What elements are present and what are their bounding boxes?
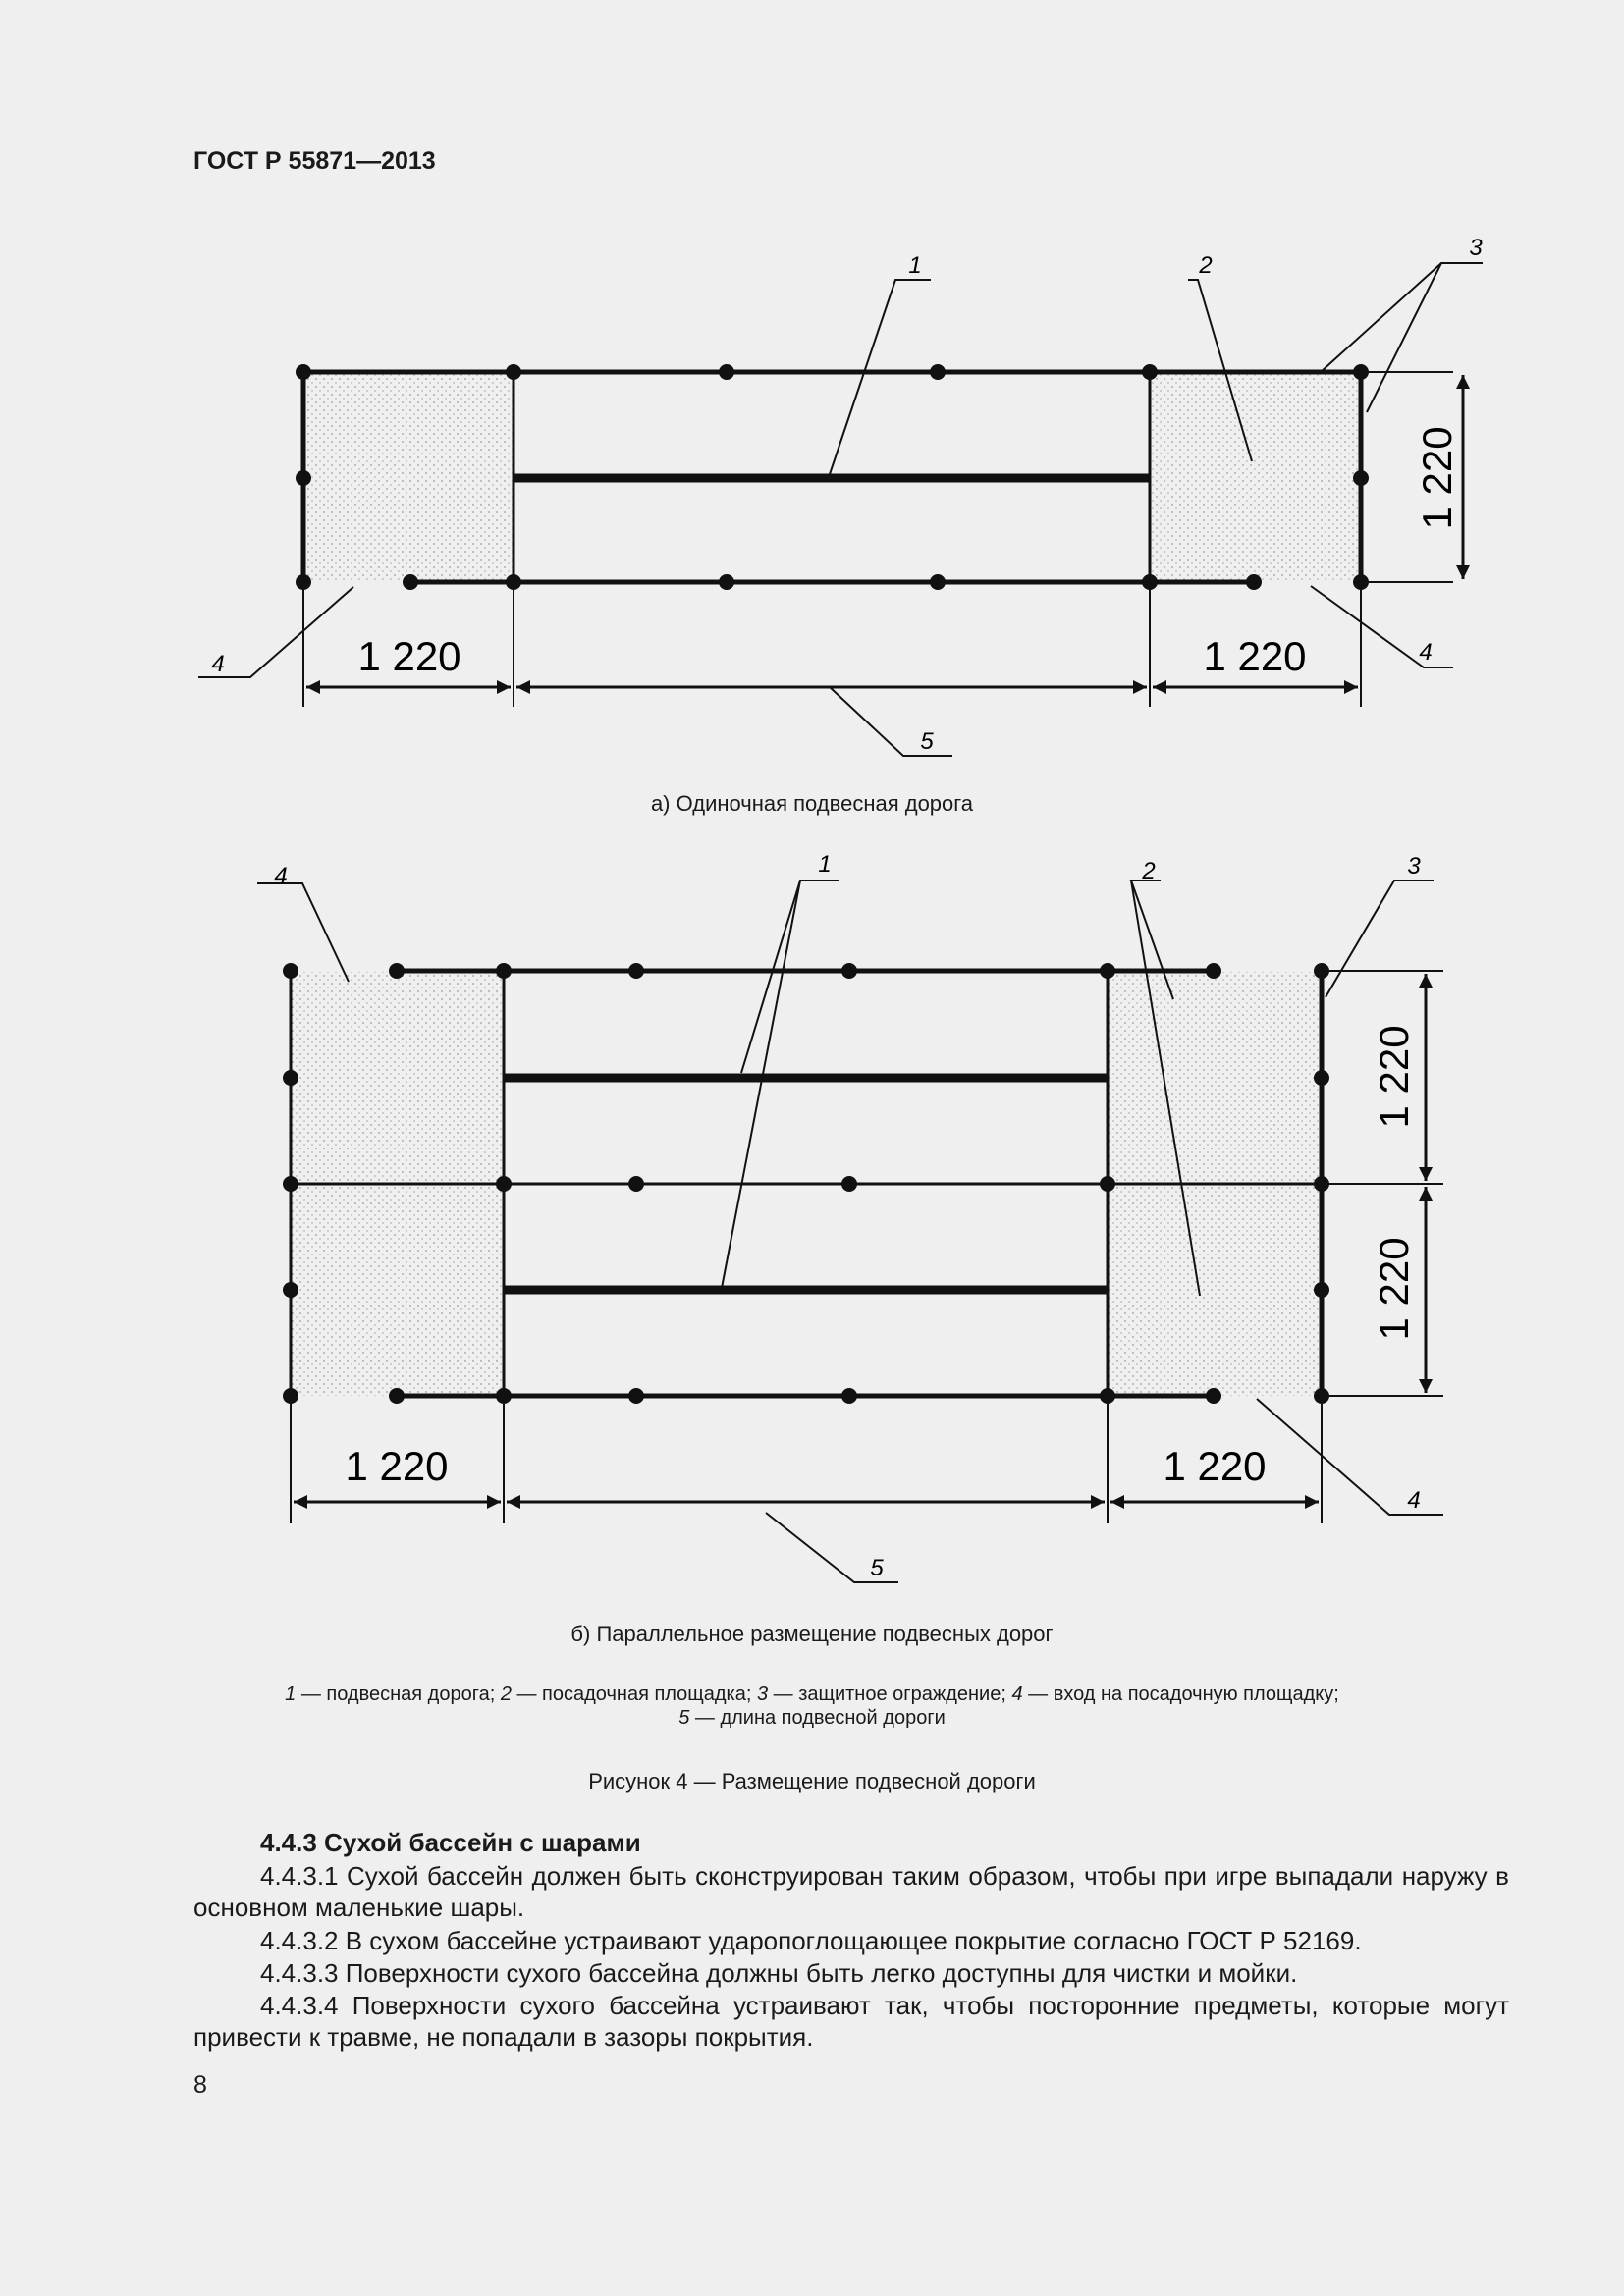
callout-5: 5 bbox=[920, 728, 934, 755]
paragraph-4-4-3-3: 4.4.3.3 Поверхности сухого бассейна должны быть легко доступны для чистки и мойки. bbox=[260, 1958, 1298, 1988]
figure-a-diagram bbox=[0, 226, 1624, 775]
section-heading: 4.4.3 Сухой бассейн с шарами bbox=[260, 1828, 641, 1857]
legend-num-1: 1 bbox=[285, 1683, 297, 1705]
legend-text-4: — вход на посадочную площадку; bbox=[1022, 1683, 1339, 1705]
callout-4-left: 4 bbox=[211, 651, 225, 677]
callout-3: 3 bbox=[1469, 235, 1483, 261]
legend-line-1 bbox=[0, 1682, 1624, 1706]
callout-4-right: 4 bbox=[1407, 1487, 1421, 1514]
legend-num-3: 3 bbox=[756, 1683, 769, 1705]
legend-num-2: 2 bbox=[500, 1683, 512, 1705]
callout-3: 3 bbox=[1407, 853, 1421, 880]
dim-vertical-top-label: 1 220 bbox=[1371, 1025, 1417, 1129]
platform-left bbox=[304, 373, 513, 581]
callout-5: 5 bbox=[870, 1555, 884, 1581]
dim-right-label: 1 220 bbox=[1203, 633, 1307, 679]
legend-text-5: — длина подвесной дороги bbox=[689, 1707, 946, 1729]
legend-text-1: — подвесная дорога; bbox=[296, 1683, 501, 1705]
paragraph-4-4-3-4: 4.4.3.4 Поверхности сухого бассейна устраивают так, чтобы посторонние предметы, которые могут привести к травме, не попадали в зазоры покрытия. bbox=[193, 1991, 1509, 2052]
legend-text-3: — защитное ограждение; bbox=[768, 1683, 1012, 1705]
callout-1: 1 bbox=[908, 252, 922, 279]
callout-4-right: 4 bbox=[1419, 639, 1433, 666]
legend-text-2: — посадочная площадка; bbox=[511, 1683, 757, 1705]
document-header: ГОСТ Р 55871—2013 bbox=[193, 147, 436, 175]
callout-2: 2 bbox=[1199, 252, 1213, 279]
callout-4-left: 4 bbox=[274, 863, 288, 889]
paragraph-4-4-3-1: 4.4.3.1 Сухой бассейн должен быть сконструирован таким образом, чтобы при игре выпадали наружу в основном маленькие шары. bbox=[193, 1861, 1509, 1922]
figure-legend bbox=[0, 1682, 1624, 1730]
callout-2: 2 bbox=[1142, 858, 1156, 884]
figure-b-diagram bbox=[0, 844, 1624, 1610]
legend-line-2 bbox=[0, 1706, 1624, 1730]
legend-num-5: 5 bbox=[678, 1707, 690, 1729]
dim-left-label: 1 220 bbox=[345, 1443, 449, 1489]
figure-a-caption: а) Одиночная подвесная дорога bbox=[650, 791, 974, 816]
dim-left-label: 1 220 bbox=[357, 633, 461, 679]
paragraph-4-4-3-2: 4.4.3.2 В сухом бассейне устраивают ударопоглощающее покрытие согласно ГОСТ Р 52169. bbox=[260, 1926, 1362, 1955]
page-number: 8 bbox=[193, 2071, 207, 2099]
figure-b-caption: б) Параллельное размещение подвесных дорог bbox=[570, 1622, 1054, 1646]
callout-1: 1 bbox=[818, 851, 832, 878]
dim-right-label: 1 220 bbox=[1163, 1443, 1267, 1489]
platform-right bbox=[1151, 373, 1360, 581]
dim-vertical-label: 1 220 bbox=[1414, 426, 1460, 530]
figure-title: Рисунок 4 — Размещение подвесной дороги bbox=[588, 1769, 1036, 1793]
dim-vertical-bottom-label: 1 220 bbox=[1371, 1237, 1417, 1341]
legend-num-4: 4 bbox=[1011, 1683, 1023, 1705]
